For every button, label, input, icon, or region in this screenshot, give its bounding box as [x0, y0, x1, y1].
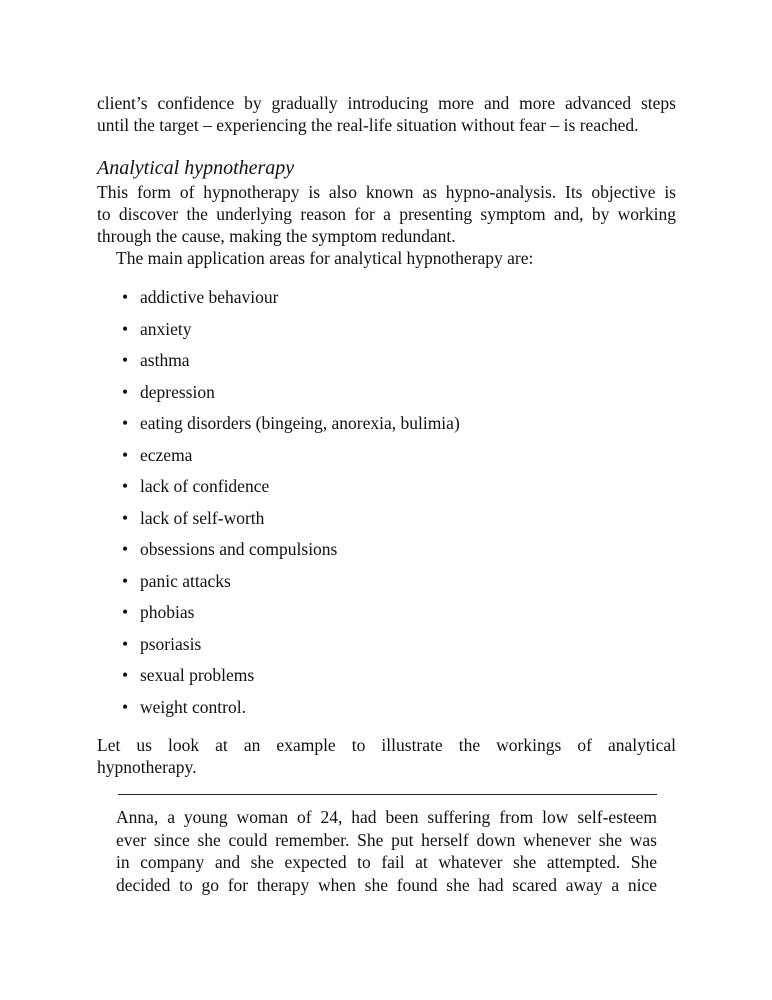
- list-item-label: sexual problems: [140, 665, 255, 685]
- list-item: [122, 601, 460, 633]
- list-item: [122, 349, 460, 381]
- list-item: [122, 475, 460, 507]
- list-item-label: anxiety: [140, 318, 192, 339]
- text-line: This form of hypnotherapy is also known as hypno-analysis. Its objective is: [97, 182, 676, 202]
- list-item: [122, 286, 460, 318]
- list-item-label: panic attacks: [140, 570, 231, 591]
- list-item: [122, 318, 460, 350]
- list-item: [122, 664, 460, 696]
- list-item-label: addictive behaviour: [140, 287, 279, 307]
- case-example-rule: [118, 794, 657, 795]
- text-line: until the target – experiencing the real-life situation without fear – is reached.: [97, 115, 639, 135]
- bullet-icon: •: [122, 696, 129, 717]
- text-line: to discover the underlying reason for a presenting symptom and, by working: [97, 204, 676, 224]
- list-item: [122, 412, 460, 444]
- list-item: [122, 696, 460, 728]
- bullet-icon: •: [122, 381, 129, 402]
- section-heading: Analytical hypnotherapy: [97, 157, 295, 179]
- bullet-icon: •: [122, 602, 129, 622]
- list-item-label: eczema: [140, 444, 193, 465]
- bullet-icon: •: [122, 665, 129, 685]
- list-item: [122, 444, 460, 476]
- bullet-icon: •: [122, 633, 129, 654]
- list-item: [122, 538, 460, 570]
- text-line: Anna, a young woman of 24, had been suffering from low self-esteem: [116, 807, 657, 827]
- bullet-icon: •: [122, 287, 129, 307]
- list-item-label: lack of confidence: [140, 476, 270, 496]
- bullet-icon: •: [122, 413, 129, 433]
- bullet-icon: •: [122, 539, 129, 559]
- list-item-label: eating disorders (bingeing, anorexia, bulimia): [140, 413, 460, 433]
- list-item-label: lack of self-worth: [140, 507, 265, 528]
- text-line: in company and she expected to fail at whatever she attempted. She: [116, 852, 657, 872]
- bullet-list: [122, 286, 460, 727]
- bullet-icon: •: [122, 318, 129, 339]
- bullet-icon: •: [122, 444, 129, 465]
- text-line: client’s confidence by gradually introducing more and more advanced steps: [97, 93, 676, 113]
- list-item: [122, 570, 460, 602]
- list-item-label: phobias: [140, 602, 195, 622]
- list-item-label: obsessions and compulsions: [140, 539, 338, 559]
- case-example-text: [116, 806, 657, 896]
- list-item-label: weight control.: [140, 696, 246, 717]
- paragraph-intro-continued: [97, 92, 676, 136]
- paragraph-example-intro: [97, 734, 676, 778]
- paragraph-application-areas: The main application areas for analytical hypnotherapy are:: [116, 248, 534, 268]
- paragraph-definition: [97, 181, 676, 247]
- text-line: hypnotherapy.: [97, 757, 197, 777]
- bullet-icon: •: [122, 350, 129, 370]
- bullet-icon: •: [122, 507, 129, 528]
- list-item: [122, 381, 460, 413]
- bullet-icon: •: [122, 570, 129, 591]
- list-item-label: psoriasis: [140, 633, 202, 654]
- list-item-label: depression: [140, 381, 215, 402]
- list-item-label: asthma: [140, 350, 190, 370]
- list-item: [122, 633, 460, 665]
- list-item: [122, 507, 460, 539]
- text-line: ever since she could remember. She put herself down whenever she was: [116, 829, 657, 850]
- text-line: through the cause, making the symptom redundant.: [97, 226, 456, 246]
- bullet-icon: •: [122, 476, 129, 496]
- text-line: decided to go for therapy when she found she had scared away a nice: [116, 874, 657, 895]
- text-line: Let us look at an example to illustrate the workings of analytical: [97, 735, 676, 755]
